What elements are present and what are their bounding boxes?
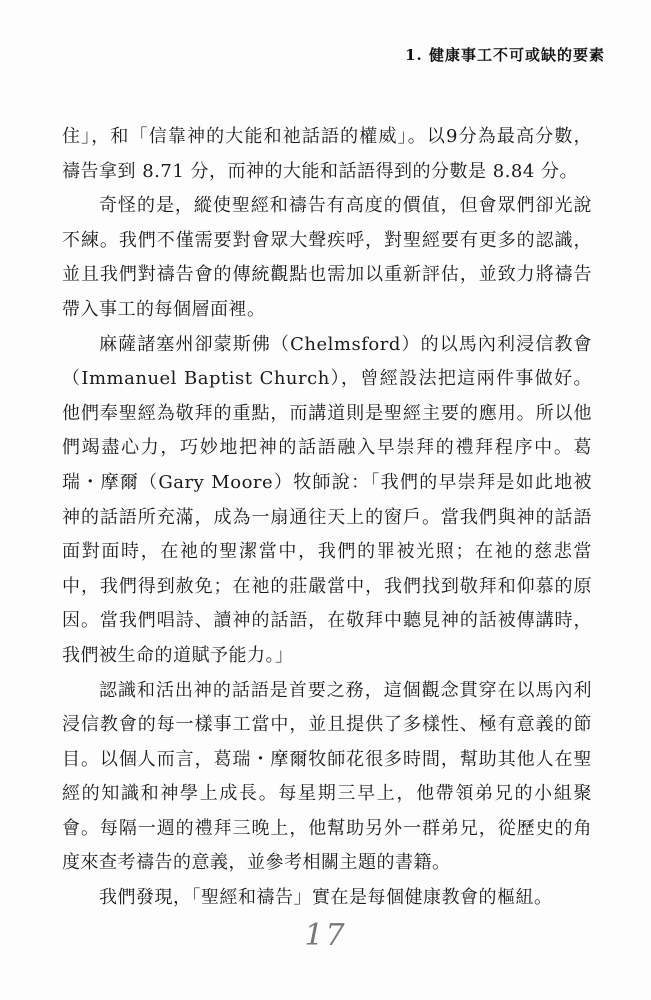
paragraph-1: 住」，和「信靠神的大能和祂話語的權威」。以9分為最高分數，禱告拿到 8.71 分，而神的大能和話語得到的分數是 8.84 分。 bbox=[62, 126, 592, 182]
paragraph-2: 奇怪的是，縱使聖經和禱告有高度的價值，但會眾們卻光說不練。我們不僅需要對會眾大聲疾呼，對聖經要有更多的認識，並且我們對禱告會的傳統觀點也需加以重新評估，並致力將禱告帶入事工的每個層面裡。 bbox=[62, 195, 592, 320]
page-number: 17 bbox=[304, 918, 347, 953]
paragraph-4: 認識和活出神的話語是首要之務，這個觀念貫穿在以馬內利浸信教會的每一樣事工當中，並且提供了多樣性、極有意義的節目。以個人而言，葛瑞・摩爾牧師花很多時間，幫助其他人在聖經的知識和神學上成長。每星期三早上，他帶領弟兄的小組聚會。每隔一週的禮拜三晚上，他幫助另外一群弟兄，從歷史的角度來查考禱告的意義，並參考相關主題的書籍。 bbox=[62, 679, 592, 874]
running-header: 1. 健康事工不可或缺的要素 bbox=[405, 46, 605, 64]
paragraph-3: 麻薩諸塞州卻蒙斯佛（Chelmsford）的以馬內利浸信教會（Immanuel Baptist Church），曾經設法把這兩件事做好。他們奉聖經為敬拜的重點，而講道則是聖經主要的應用。所以他們竭盡心力，巧妙地把神的話語融入早崇拜的禮拜程序中。葛瑞・摩爾（Gary Moore）牧師說：「我們的早崇拜是如此地被神的話語所充滿，成為一扇通往天上的窗戶。當我們與神的話語面對面時，在祂的聖潔當中，我們的罪被光照；在祂的慈悲當中，我們得到赦免；在祂的莊嚴當中，我們找到敬拜和仰慕的原因。當我們唱詩、讀神的話語，在敬拜中聽見神的話被傳講時，我們被生命的道賦予能力。」 bbox=[62, 333, 592, 666]
paragraph-5: 我們發現，「聖經和禱告」實在是每個健康教會的樞紐。 bbox=[99, 887, 553, 909]
body-text bbox=[62, 120, 592, 916]
